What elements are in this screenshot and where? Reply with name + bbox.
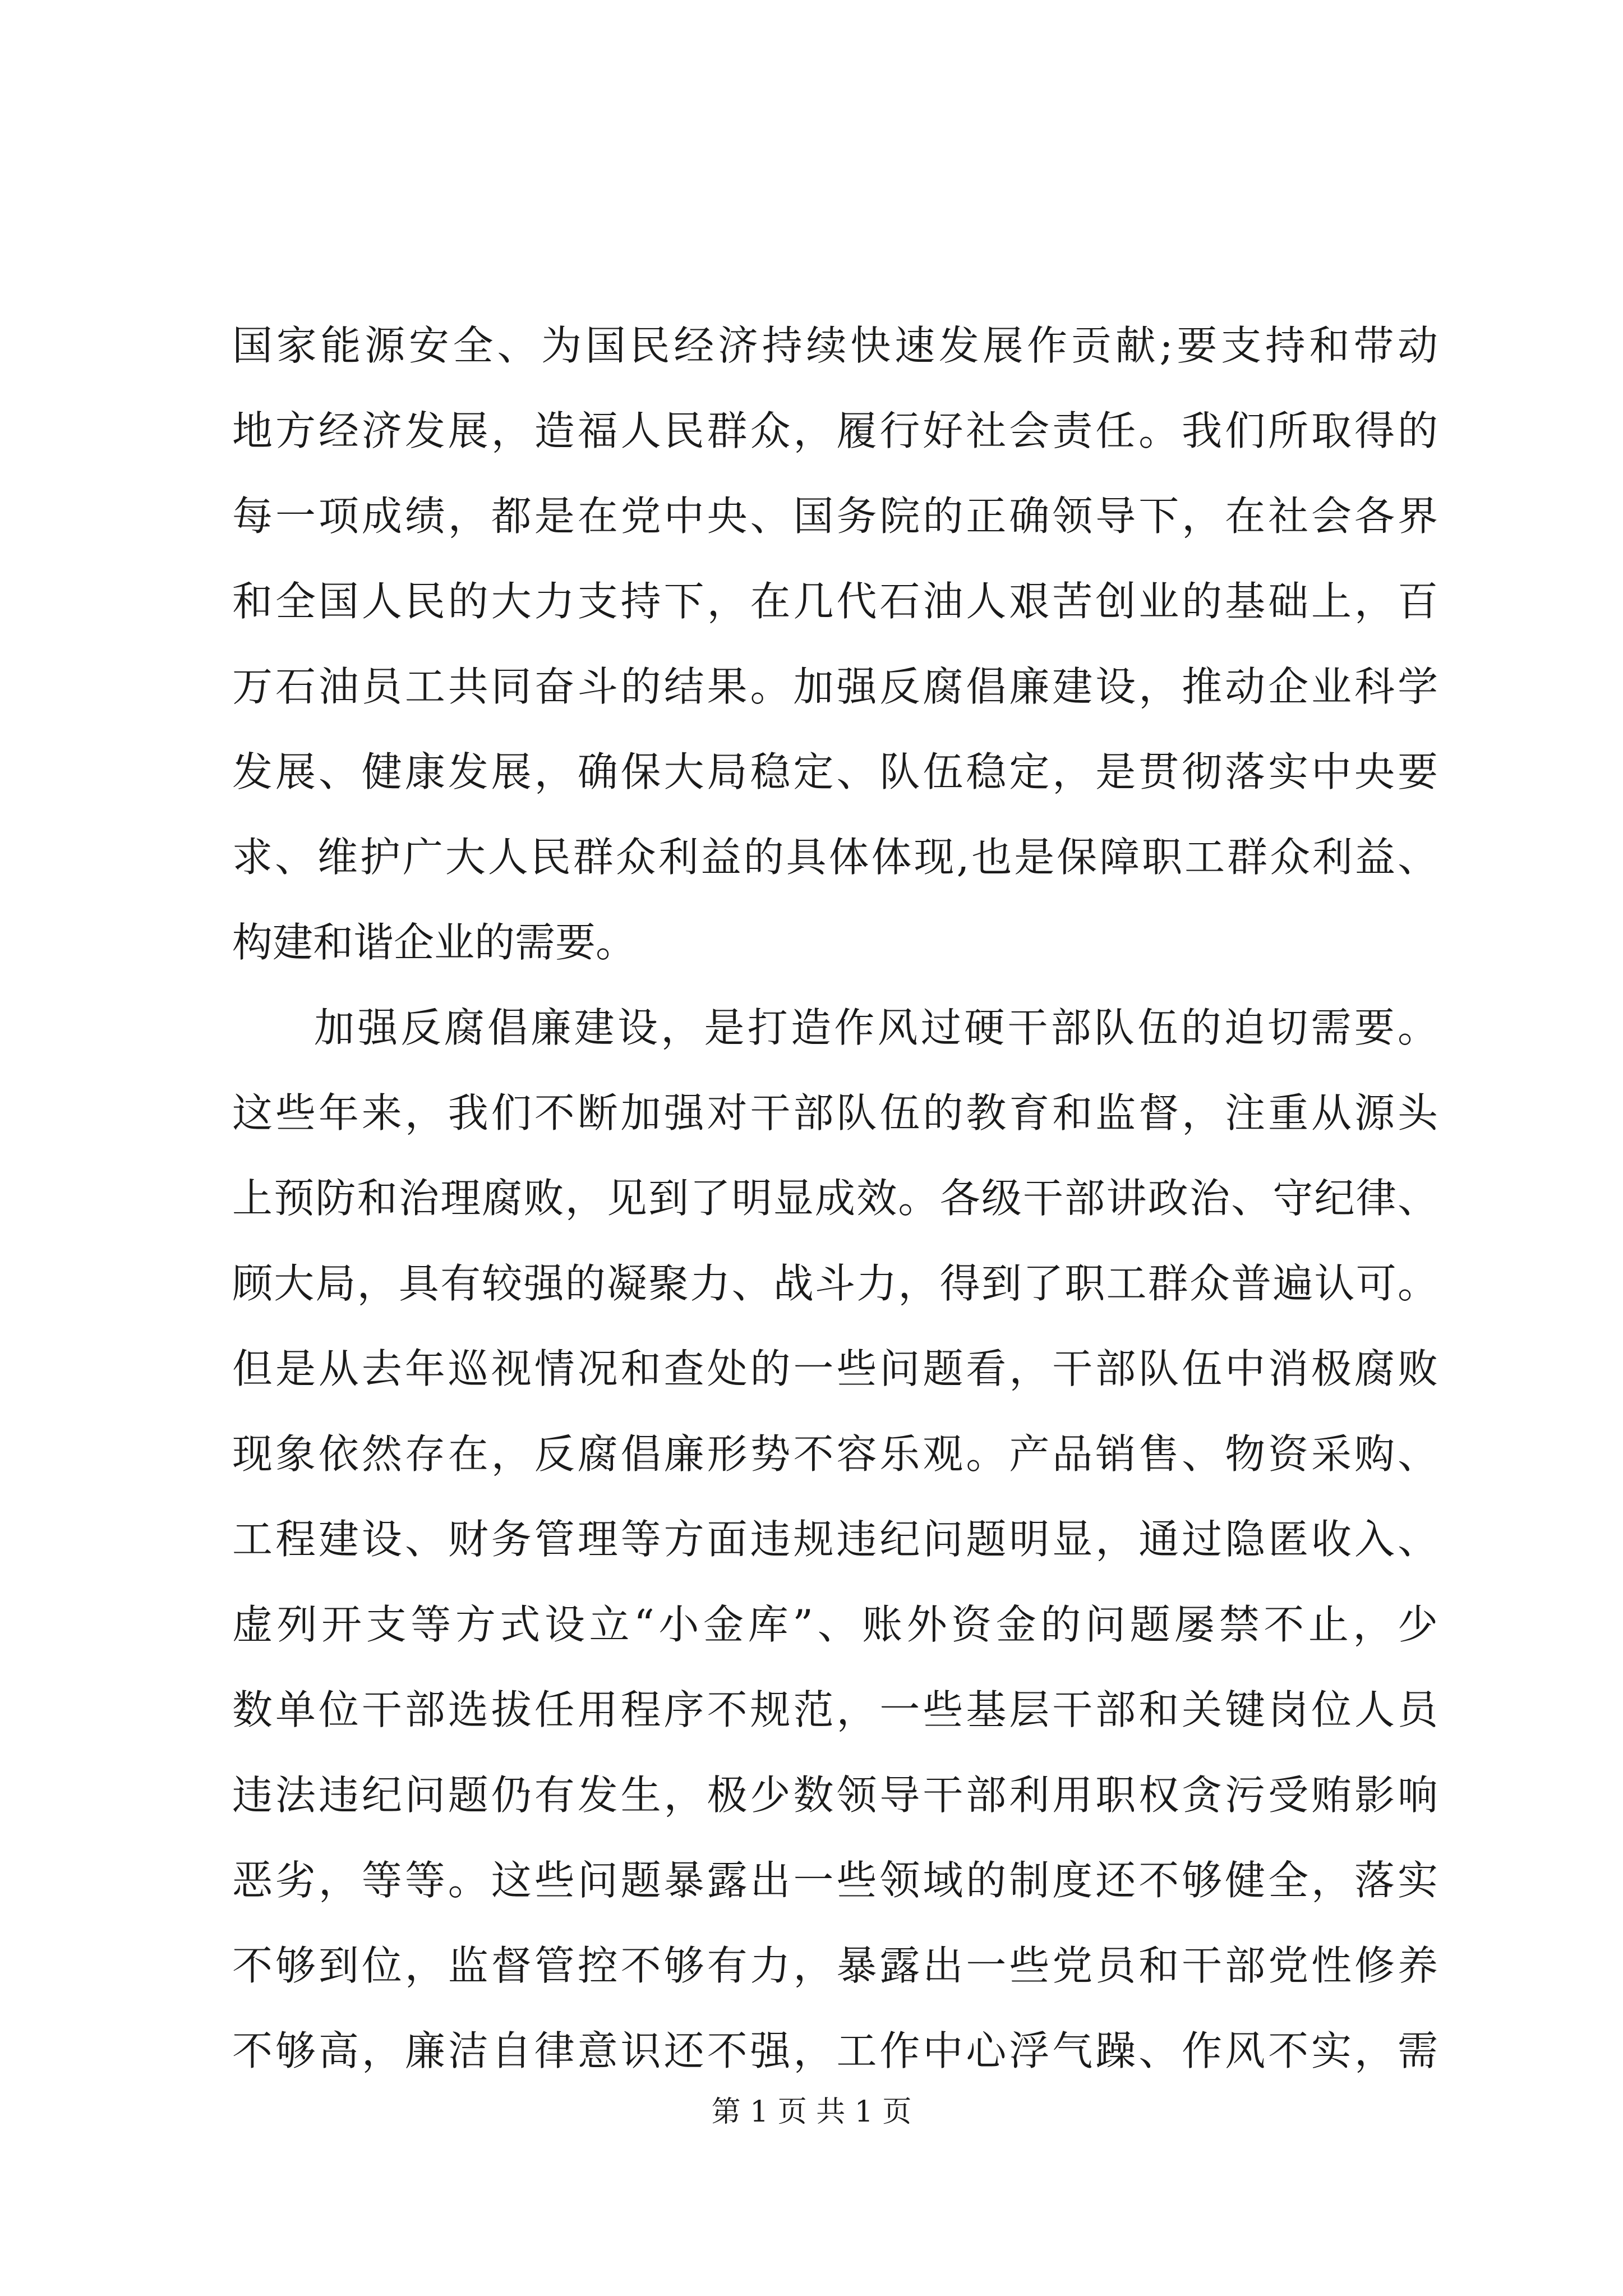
text-line: 恶劣，等等。这些问题暴露出一些领域的制度还不够健全，落实 [232, 1857, 1438, 1904]
text-line: 但是从去年巡视情况和查处的一些问题看，干部队伍中消极腐败 [232, 1345, 1438, 1392]
text-line: 国家能源安全、为国民经济持续快速发展作贡献;要支持和带动 [232, 322, 1438, 369]
text-line: 不够到位，监督管控不够有力，暴露出一些党员和干部党性修养 [232, 1942, 1438, 1989]
text-line: 万石油员工共同奋斗的结果。加强反腐倡廉建设，推动企业科学 [232, 663, 1438, 710]
text-line: 上预防和治理腐败，见到了明显成效。各级干部讲政治、守纪律、 [232, 1175, 1438, 1222]
text-line: 发展、健康发展，确保大局稳定、队伍稳定，是贯彻落实中央要 [232, 748, 1438, 795]
page-footer: 第 1 页 共 1 页 [711, 2095, 912, 2129]
text-line: 现象依然存在，反腐倡廉形势不容乐观。产品销售、物资采购、 [232, 1430, 1438, 1478]
text-line: 地方经济发展，造福人民群众，履行好社会责任。我们所取得的 [232, 407, 1438, 454]
text-line: 构建和谐企业的需要。 [232, 919, 637, 966]
paragraph-first-line: 加强反腐倡廉建设，是打造作风过硬干部队伍的迫切需要。 [314, 1004, 1438, 1051]
document-body [232, 303, 1438, 2093]
text-line: 虚列开支等方式设立“小金库”、账外资金的问题屡禁不止，少 [232, 1601, 1438, 1648]
text-line: 不够高，廉洁自律意识还不强，工作中心浮气躁、作风不实，需 [232, 2027, 1438, 2074]
text-line: 顾大局，具有较强的凝聚力、战斗力，得到了职工群众普遍认可。 [232, 1260, 1438, 1307]
text-line: 求、维护广大人民群众利益的具体体现,也是保障职工群众利益、 [232, 834, 1438, 881]
text-line: 数单位干部选拔任用程序不规范，一些基层干部和关键岗位人员 [232, 1686, 1438, 1733]
text-line: 工程建设、财务管理等方面违规违纪问题明显，通过隐匿收入、 [232, 1516, 1438, 1563]
text-line: 和全国人民的大力支持下，在几代石油人艰苦创业的基础上，百 [232, 578, 1438, 625]
text-line: 违法违纪问题仍有发生，极少数领导干部利用职权贪污受贿影响 [232, 1772, 1438, 1819]
text-line: 每一项成绩，都是在党中央、国务院的正确领导下，在社会各界 [232, 493, 1438, 540]
text-line: 这些年来，我们不断加强对干部队伍的教育和监督，注重从源头 [232, 1089, 1438, 1137]
